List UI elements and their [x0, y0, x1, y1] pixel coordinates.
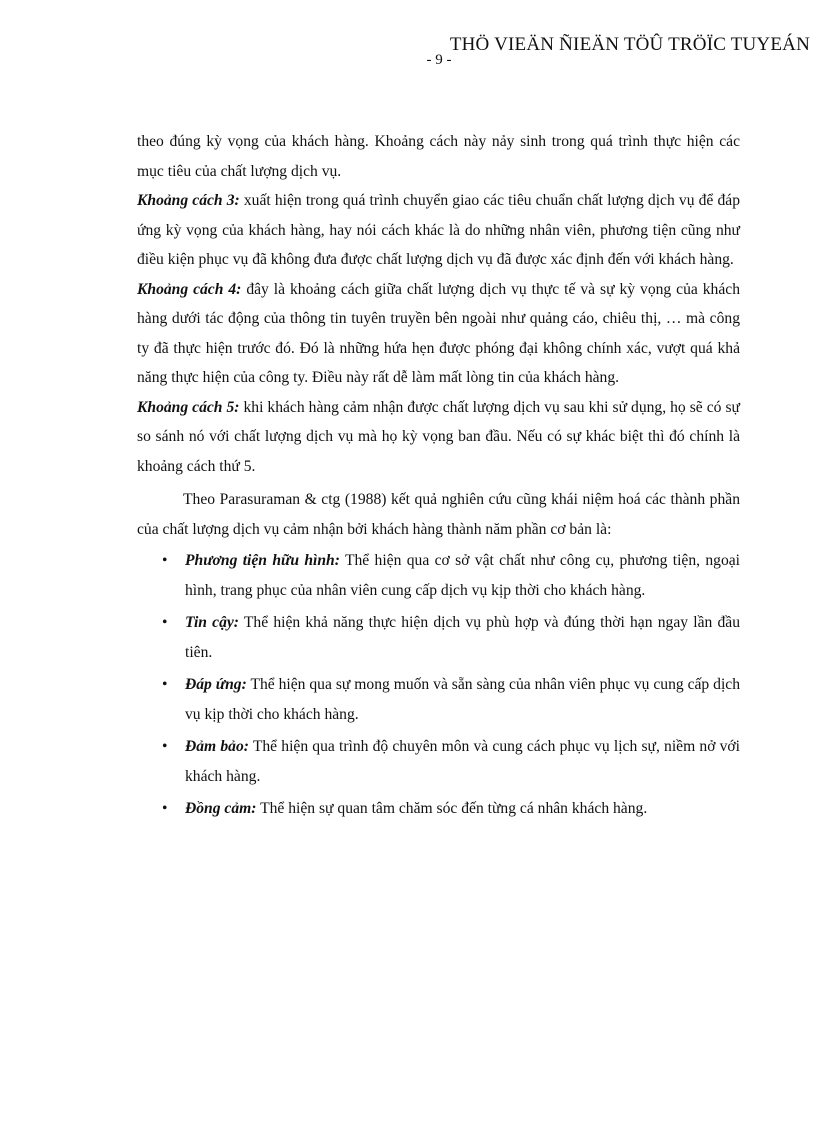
- list-item-label: Đồng cảm:: [185, 800, 257, 817]
- paragraph-continuation: theo đúng kỳ vọng của khách hàng. Khoảng cách này nảy sinh trong quá trình thực hiện các mục tiêu của chất lượng dịch vụ.: [137, 133, 740, 180]
- gap-3-label: Khoảng cách 3:: [137, 192, 240, 209]
- list-item-label: Phương tiện hữu hình:: [185, 552, 340, 569]
- paragraph-gap-4: [137, 275, 740, 393]
- gap-4-label: Khoảng cách 4:: [137, 280, 242, 298]
- paragraph-gap-5: [137, 393, 740, 482]
- list-item: [137, 546, 740, 605]
- bullet-icon: •: [162, 800, 168, 817]
- gap-5-label: Khoảng cách 5:: [137, 398, 240, 416]
- document-body: [137, 127, 740, 827]
- list-item-text: Thể hiện qua sự mong muốn và sẵn sàng của nhân viên phục vụ cung cấp dịch vụ kịp thời cho khách hàng.: [185, 676, 741, 723]
- library-watermark: THÖ VIEÄN ÑIEÄN TÖÛ TRÖÏC TUYEÁN: [449, 34, 810, 55]
- list-item-text: Thể hiện qua cơ sở vật chất như công cụ, phương tiện, ngoại hình, trang phục của nhân viên cung cấp dịch vụ kịp thời cho khách hàng.: [185, 552, 741, 599]
- paragraph-gap-3: [137, 186, 740, 275]
- bullet-icon: •: [162, 552, 168, 569]
- gap-5-text: khi khách hàng cảm nhận được chất lượng dịch vụ sau khi sử dụng, họ sẽ có sự so sánh nó với chất lượng dịch vụ mà họ kỳ vọng ban đầu. Nếu có sự khác biệt thì đó chính là khoảng cách thứ 5.: [137, 398, 740, 475]
- list-item: [137, 794, 740, 824]
- bullet-icon: •: [162, 676, 168, 693]
- list-item: [137, 732, 740, 791]
- list-item-text: Thể hiện qua trình độ chuyên môn và cung cách phục vụ lịch sự, niềm nở với khách hàng.: [185, 738, 740, 785]
- bullet-icon: •: [162, 738, 168, 755]
- list-item-text: Thể hiện khả năng thực hiện dịch vụ phù hợp và đúng thời hạn ngay lần đầu tiên.: [185, 614, 740, 661]
- paragraph-intro: Theo Parasuraman & ctg (1988) kết quả nghiên cứu cũng khái niệm hoá các thành phần của chất lượng dịch vụ cảm nhận bởi khách hàng thành năm phần cơ bản là:: [137, 491, 740, 538]
- list-item-label: Đáp ứng:: [185, 676, 247, 693]
- list-item: [137, 670, 740, 729]
- list-item-label: Đảm bảo:: [185, 738, 249, 755]
- bullet-icon: •: [162, 614, 168, 631]
- service-quality-list: [137, 546, 740, 824]
- list-item: [137, 608, 740, 667]
- list-item-label: Tin cậy:: [185, 614, 239, 631]
- gap-3-text: xuất hiện trong quá trình chuyển giao các tiêu chuẩn chất lượng dịch vụ để đáp ứng kỳ vọng của khách hàng, hay nói cách khác là do những nhân viên, phương tiện cũng như điều kiện phục vụ đã không đưa được chất lượng dịch vụ đã được xác định đến với khách hàng.: [137, 192, 740, 268]
- page-number: - 9 -: [426, 52, 452, 68]
- list-item-text: Thể hiện sự quan tâm chăm sóc đến từng cá nhân khách hàng.: [256, 800, 648, 817]
- gap-4-text: đây là khoảng cách giữa chất lượng dịch vụ thực tế và sự kỳ vọng của khách hàng dưới tác động của thông tin tuyên truyền bên ngoài như quảng cáo, chiêu thị, … mà công ty đã thực hiện trước đó. Đó là những hứa hẹn được phóng đại không chính xác, vượt quá khả năng thực hiện của công ty. Điều này rất dễ làm mất lòng tin của khách hàng.: [137, 280, 740, 386]
